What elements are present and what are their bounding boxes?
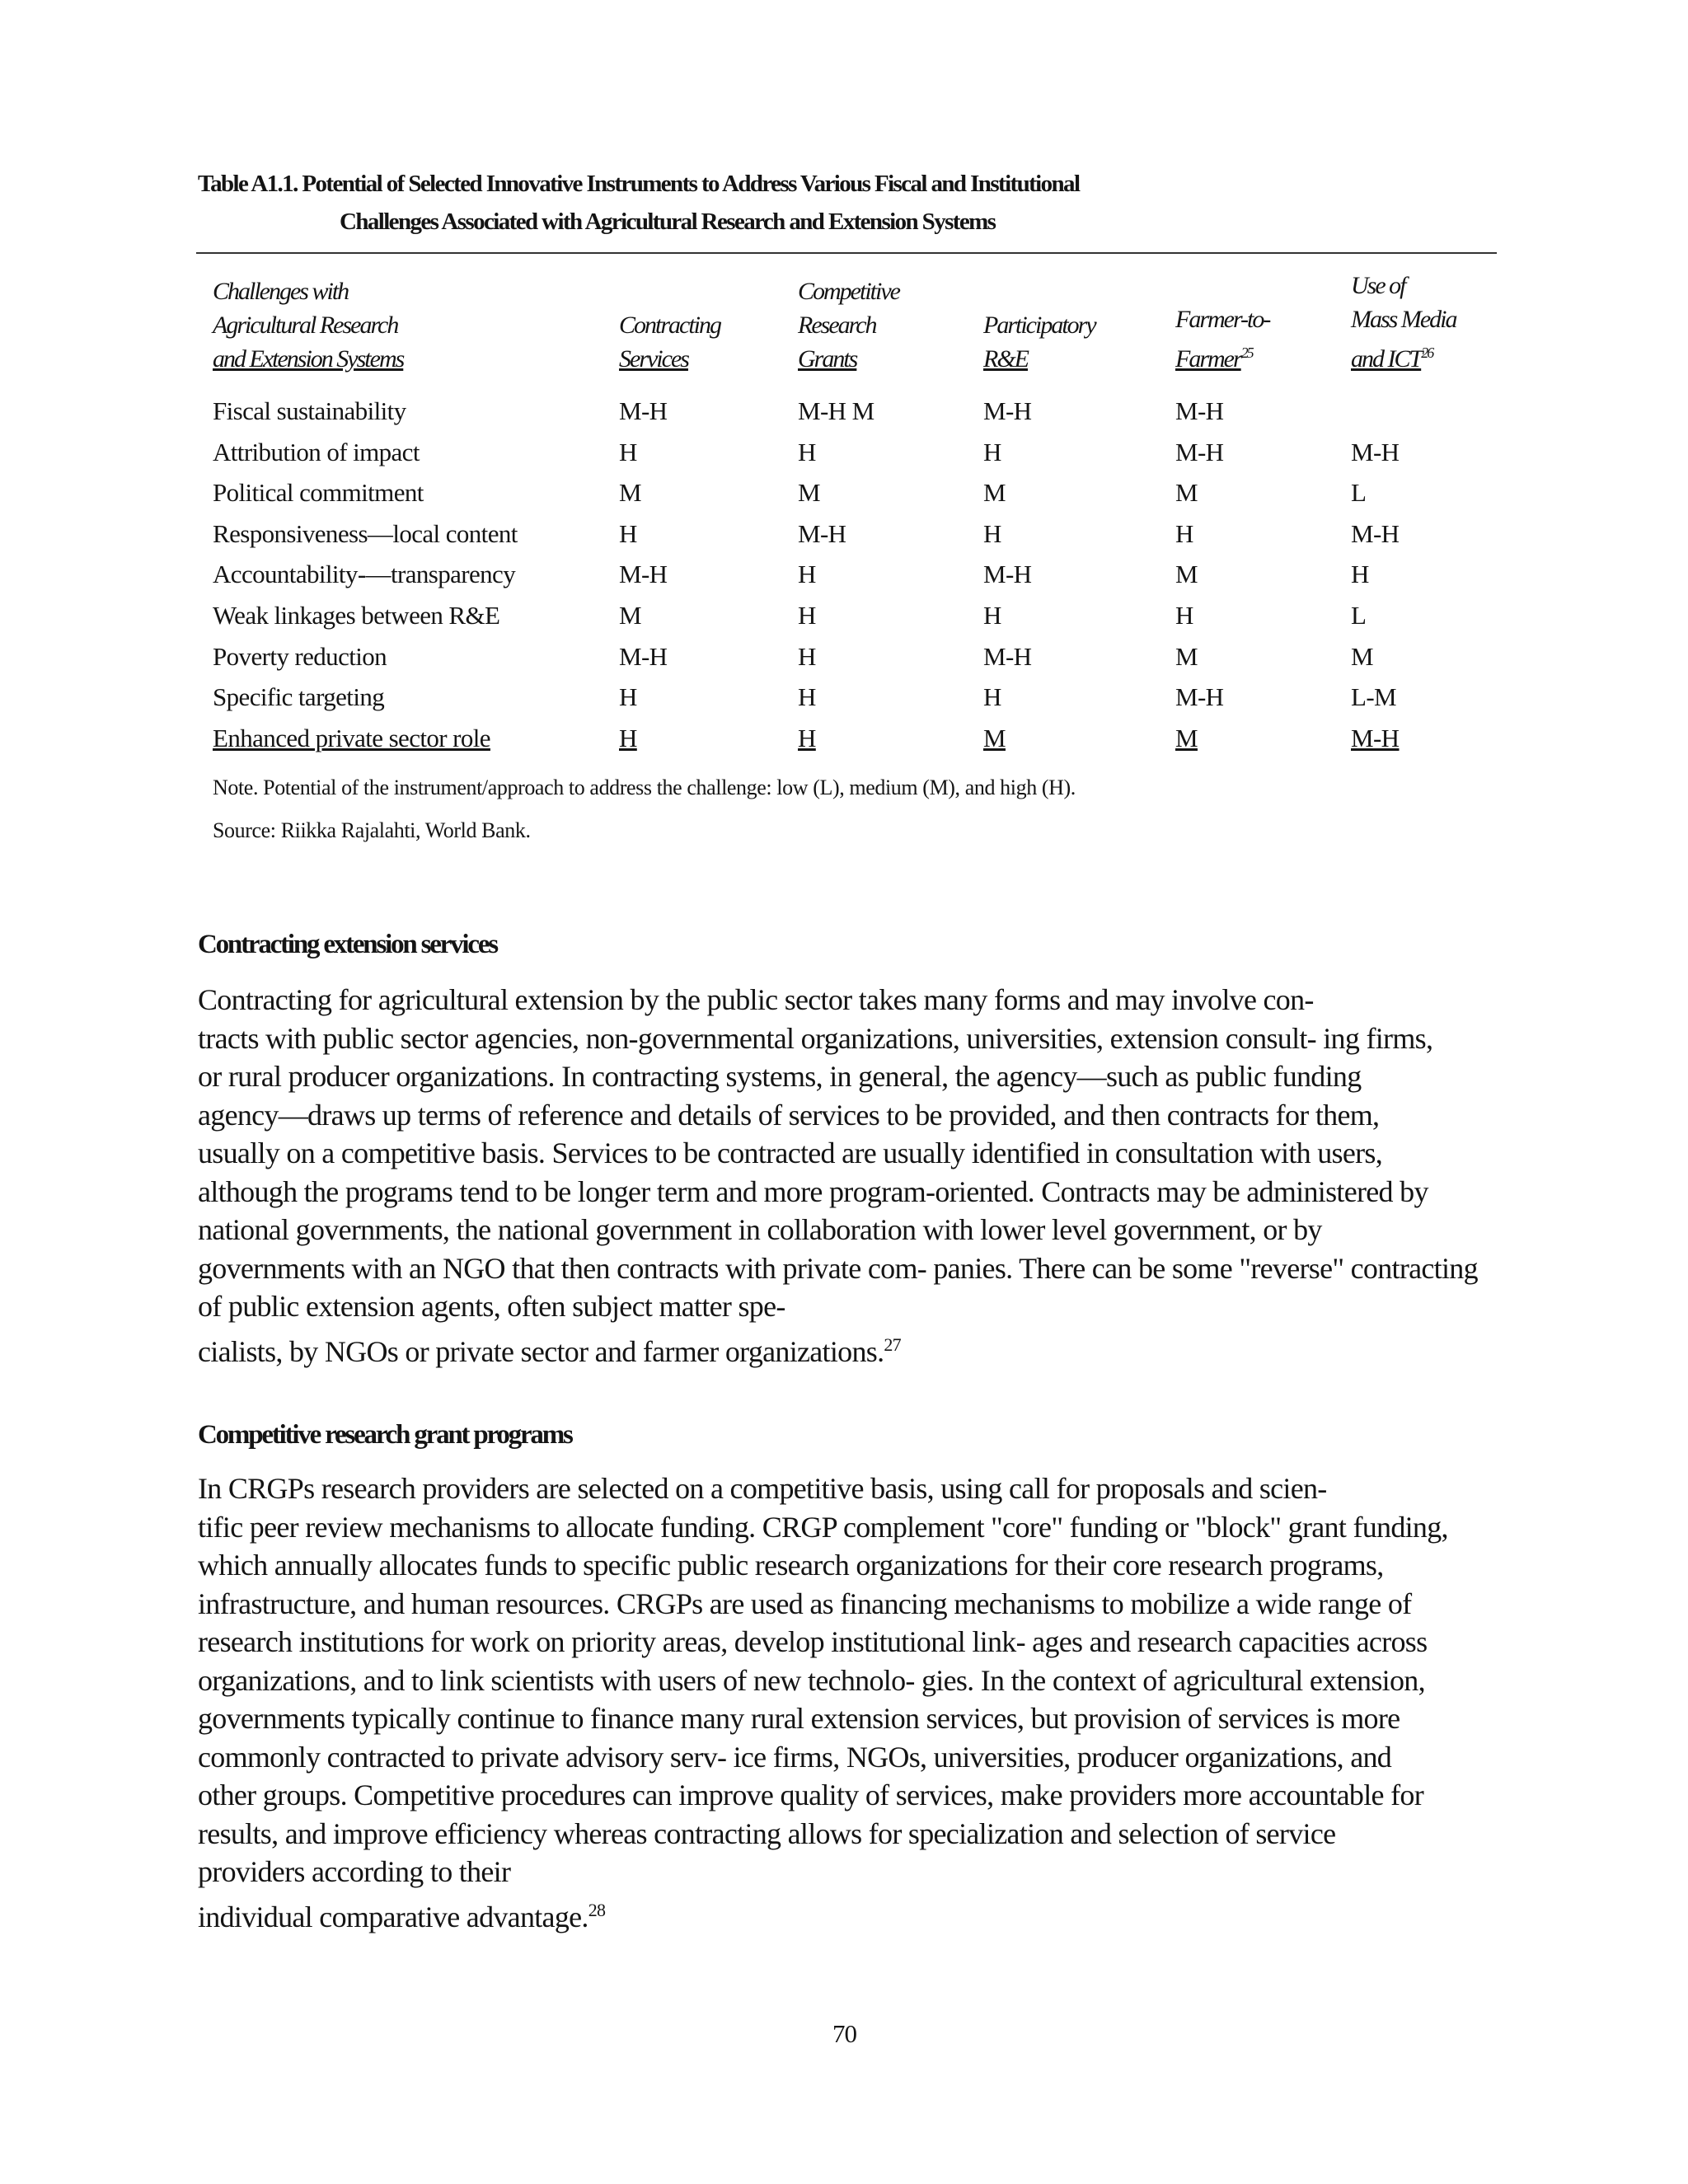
column-header-underlined: and ICT — [1351, 345, 1422, 373]
rating-cell: H — [619, 437, 637, 466]
section-paragraph-crgp — [198, 1469, 1533, 1936]
rating-cell: H — [1351, 560, 1369, 589]
table-row — [213, 554, 1483, 595]
row-label: Attribution of impact — [213, 437, 420, 466]
column-header-underlined: Farmer — [1175, 345, 1241, 373]
table-row — [213, 432, 1483, 473]
line-text: national governments, the national government in collaboration with lower level government, or by — [198, 1213, 1322, 1246]
column-header — [619, 269, 798, 391]
paragraph-line — [198, 1891, 1533, 1937]
column-header — [983, 269, 1175, 391]
paragraph-line — [198, 1287, 1533, 1326]
line-text: tracts with public sector agencies, non-governmental organizations, universities, extension consult- ing firms, — [198, 1021, 1433, 1055]
column-header-line: Agricultural Research — [213, 312, 398, 339]
paragraph-line — [198, 1776, 1533, 1815]
row-label: Poverty reduction — [213, 641, 387, 671]
table-notes — [213, 766, 1076, 852]
paragraph-line — [198, 1623, 1533, 1661]
line-text: infrastructure, and human resources. CRGPs are used as financing mechanisms to mobilize a wide range of — [198, 1586, 1412, 1620]
line-text: research institutions for work on priority areas, develop institutional link- ages and research capacities across — [198, 1625, 1428, 1658]
footnote-marker: 25 — [1240, 344, 1253, 361]
rating-cell: M — [619, 478, 641, 508]
table-header-row — [213, 269, 1483, 391]
rating-cell: M — [619, 600, 641, 630]
table-caption-line-2: Challenges Associated with Agricultural Research and Extension Systems — [340, 209, 996, 235]
line-text: Contracting for agricultural extension by the public sector takes many forms and may involve con- — [198, 983, 1314, 1016]
line-text: results, and improve efficiency whereas contracting allows for specialization and selection of service — [198, 1816, 1336, 1850]
rating-cell: L — [1351, 600, 1367, 630]
row-label: Specific targeting — [213, 682, 385, 712]
rating-cell: L-M — [1351, 682, 1397, 712]
line-text: of public extension agents, often subject matter spe- — [198, 1290, 785, 1323]
footnote-marker: 27 — [884, 1333, 901, 1355]
rating-cell: H — [1175, 600, 1193, 630]
instruments-table — [213, 269, 1483, 758]
paragraph-line — [198, 1249, 1533, 1288]
footnote-marker: 28 — [588, 1899, 606, 1920]
table-row — [213, 391, 1483, 432]
row-label: Fiscal sustainability — [213, 396, 406, 425]
rating-cell: M-H — [983, 641, 1032, 671]
rating-cell: M-H — [1351, 437, 1400, 466]
rating-cell: M — [983, 478, 1006, 508]
row-label: Political commitment — [213, 478, 424, 508]
rating-cell: M — [1175, 723, 1198, 752]
line-text: organizations, and to link scientists with users of new technolo- gies. In the context of agricultural extension, — [198, 1663, 1425, 1697]
rating-cell: H — [983, 682, 1001, 712]
rating-cell: H — [983, 437, 1001, 466]
row-label: Enhanced private sector role — [213, 723, 490, 752]
line-text: governments typically continue to finance many rural extension services, but provision of services is more — [198, 1702, 1400, 1735]
rating-cell: M-H — [619, 396, 668, 425]
paragraph-line — [198, 1661, 1533, 1700]
footnote-marker: 26 — [1421, 344, 1433, 361]
line-text: tific peer review mechanisms to allocate funding. CRGP complement "core" funding or "block" grant funding, — [198, 1510, 1448, 1544]
rating-cell: M-H — [983, 396, 1032, 425]
column-header — [798, 269, 983, 391]
rating-cell: M-H — [1351, 518, 1400, 548]
line-text: or rural producer organizations. In contracting systems, in general, the agency—such as public funding — [198, 1060, 1362, 1093]
rating-cell: M — [1175, 560, 1198, 589]
paragraph-line — [198, 1853, 1533, 1891]
rating-cell: H — [798, 437, 816, 466]
rating-cell: H — [1175, 518, 1193, 548]
line-text: agency—draws up terms of reference and details of services to be provided, and then contracts for them, — [198, 1098, 1380, 1132]
rating-cell: H — [619, 723, 637, 752]
rating-cell: H — [983, 518, 1001, 548]
column-header-underlined: R&E — [983, 345, 1028, 373]
page-number: 70 — [832, 2019, 856, 2048]
paragraph-line — [198, 1546, 1533, 1585]
rating-cell: H — [798, 560, 816, 589]
rating-cell: M-H — [619, 560, 668, 589]
column-header-line: Challenges with — [213, 278, 349, 305]
column-header-line: Use of — [1351, 272, 1405, 299]
line-text: which annually allocates funds to specific public research organizations for their core research programs, — [198, 1549, 1384, 1582]
table-note: Note. Potential of the instrument/approach to address the challenge: low (L), medium (M), and high (H). — [213, 776, 1076, 799]
paragraph-line — [198, 1815, 1533, 1854]
table-top-rule — [196, 252, 1497, 254]
line-text: individual comparative advantage. — [198, 1900, 588, 1933]
table-caption-line-1: Table A1.1. Potential of Selected Innovative Instruments to Address Various Fiscal and Institutional — [198, 171, 1080, 197]
line-text: usually on a competitive basis. Services to be contracted are usually identified in consultation with users, — [198, 1137, 1383, 1169]
section-heading-crgp: Competitive research grant programs — [198, 1420, 572, 1450]
paragraph-line — [198, 1057, 1533, 1096]
rating-cell: H — [798, 641, 816, 671]
line-text: other groups. Competitive procedures can improve quality of services, make providers more accountable for — [198, 1779, 1423, 1811]
rating-cell: M-H — [983, 560, 1032, 589]
column-header-underlined: Grants — [798, 345, 857, 373]
rating-cell: H — [619, 682, 637, 712]
table-source: Source: Riikka Rajalahti, World Bank. — [213, 818, 531, 842]
column-header — [213, 269, 619, 391]
column-header-line: Contracting — [619, 312, 721, 339]
paragraph-line — [198, 1211, 1533, 1249]
rating-cell — [1351, 391, 1483, 432]
rating-cell: M-H — [798, 518, 846, 548]
row-label: Accountability-—transparency — [213, 560, 516, 589]
rating-cell: M — [1175, 478, 1198, 508]
rating-cell: M-H — [1175, 396, 1224, 425]
paragraph-line — [198, 1134, 1533, 1173]
paragraph-line — [198, 1738, 1533, 1777]
table-row — [213, 718, 1483, 759]
line-text: In CRGPs research providers are selected on a competitive basis, using call for proposals and scien- — [198, 1472, 1327, 1505]
paragraph-line — [198, 1096, 1533, 1135]
rating-cell: M-H — [1175, 682, 1224, 712]
rating-cell: M — [1175, 641, 1198, 671]
row-label: Weak linkages between R&E — [213, 600, 500, 630]
column-header-line: Mass Media — [1351, 306, 1456, 333]
table-row — [213, 513, 1483, 555]
column-header-line: Research — [798, 312, 876, 339]
table-row — [213, 472, 1483, 513]
line-text: governments with an NGO that then contracts with private com- panies. There can be some "reverse" contracting — [198, 1251, 1478, 1285]
column-header-underlined: Services — [619, 345, 688, 373]
column-header-underlined: and Extension Systems — [213, 345, 404, 373]
paragraph-line — [198, 1508, 1533, 1547]
rating-cell: M — [798, 478, 820, 508]
column-header — [1351, 269, 1483, 391]
column-header-line: Farmer-to- — [1175, 306, 1270, 333]
rating-cell: M-H — [1175, 437, 1224, 466]
line-text: providers according to their — [198, 1855, 511, 1888]
paragraph-line — [198, 1326, 1533, 1371]
rating-cell: L — [1351, 478, 1367, 508]
paragraph-line — [198, 981, 1533, 1019]
table-caption — [198, 165, 1517, 241]
line-text: cialists, by NGOs or private sector and farmer organizations. — [198, 1334, 884, 1368]
rating-cell: M-H M — [798, 396, 874, 425]
rating-cell: H — [798, 723, 816, 752]
table-row — [213, 595, 1483, 636]
column-header-line: Competitive — [798, 278, 899, 305]
table-row — [213, 636, 1483, 677]
section-heading-contracting: Contracting extension services — [198, 930, 497, 959]
rating-cell: M — [983, 723, 1006, 752]
column-header — [1175, 269, 1351, 391]
table-body — [213, 391, 1483, 758]
line-text: commonly contracted to private advisory serv- ice firms, NGOs, universities, producer organizations, and — [198, 1740, 1392, 1774]
rating-cell: H — [619, 518, 637, 548]
table-row — [213, 677, 1483, 718]
paragraph-line — [198, 1585, 1533, 1624]
row-label: Responsiveness—local content — [213, 518, 518, 548]
paragraph-line — [198, 1699, 1533, 1738]
rating-cell: H — [983, 600, 1001, 630]
line-text: although the programs tend to be longer term and more program-oriented. Contracts may be administered by — [198, 1174, 1428, 1208]
paragraph-line — [198, 1173, 1533, 1212]
paragraph-line — [198, 1469, 1533, 1508]
rating-cell: H — [798, 600, 816, 630]
rating-cell: M — [1351, 641, 1373, 671]
rating-cell: M-H — [1351, 723, 1400, 752]
paragraph-line — [198, 1019, 1533, 1058]
rating-cell: M-H — [619, 641, 668, 671]
column-header-line: Participatory — [983, 312, 1095, 339]
section-paragraph-contracting — [198, 981, 1533, 1371]
rating-cell: H — [798, 682, 816, 712]
